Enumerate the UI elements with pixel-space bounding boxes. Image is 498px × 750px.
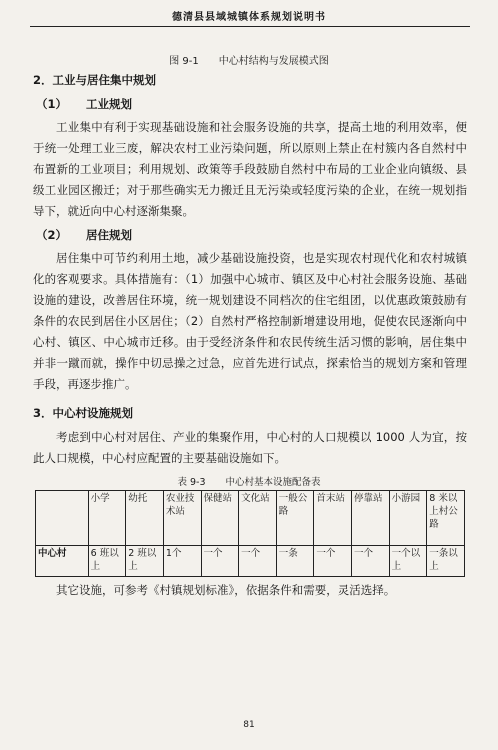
table-header-cell: 小学 [88,491,126,546]
facility-table [35,490,465,577]
table-header-cell [36,491,89,546]
running-header: 德清县县域城镇体系规划说明书 [172,12,326,23]
section-3-heading: 3．中心村设施规划 [33,406,134,420]
table-header-cell: 保健站 [201,491,239,546]
figure-title: 中心村结构与发展模式图 [218,56,329,67]
table-number: 表 9-3 [177,477,206,488]
table-cell: 一个 [239,546,277,577]
housing-paragraph: 居住集中可节约利用土地，减少基础设施投资，也是实现农村现代化和农村城镇化的客观要求。具体措施有：（1）加强中心城市、镇区及中心村社会服务设施、基础设施的建设，改善居住环境，统一规划建设不同档次的住宅组团，以优惠政策鼓励有条件的农民到居住小区居住；（2）自然村严格控制新增建设用地，促使农民逐渐向中心村、镇区、中心城市迁移。由于受经济条件和农民传统生活习惯的影响，居住集中并非一蹴而就，操作中切忌操之过急，应首先进行试点，探索恰当的规划方案和管理手段，再逐步推广。 [33,251,467,391]
subsection-title: 工业规划 [86,97,132,111]
page-number: 81 [243,720,255,730]
table-cell: 6 班以上 [88,546,126,577]
table-row [36,546,465,577]
table-cell: 一个以上 [389,546,427,577]
table-cell: 一个 [314,546,352,577]
subsection-housing-heading [36,227,132,243]
table-header-cell: 幼托 [126,491,164,546]
table-cell: 一个 [201,546,239,577]
table-header-cell: 8 米以上村公路 [427,491,465,546]
table-header-cell: 文化站 [239,491,277,546]
figure-caption [0,52,498,67]
table-cell: 一条以上 [427,546,465,577]
subsection-number: （1） [36,97,68,111]
section-2-heading: 2．工业与居住集中规划 [33,73,157,87]
table-title: 中心村基本设施配备表 [225,477,321,488]
subsection-title: 居住规划 [86,228,132,242]
table-header-cell: 一般公路 [276,491,314,546]
table-cell: 1个 [163,546,201,577]
header-rule [30,26,470,27]
table-cell: 2 班以上 [126,546,164,577]
table-header-cell: 停靠站 [352,491,390,546]
table-header-row [36,491,465,546]
table-header-cell: 小游园 [389,491,427,546]
table-caption [0,474,498,488]
table-cell: 一条 [276,546,314,577]
subsection-number: （2） [36,228,68,242]
closing-paragraph: 其它设施，可参考《村镇规划标准》，依据条件和需要，灵活选择。 [56,583,396,597]
industry-paragraph: 工业集中有利于实现基础设施和社会服务设施的共享，提高土地的利用效率，便于统一处理工业三废，解决农村工业污染问题，所以原则上禁止在村簇内各自然村中布置新的工业项目；利用规划、政策等手段鼓励自然村中布局的工业企业向镇级、县级工业园区搬迁；对于那些确实无力搬迁且无污染或轻度污染的企业，在统一规划指导下，就近向中心村逐渐集聚。 [33,120,467,218]
table-header-cell: 农业技术站 [163,491,201,546]
figure-number: 图 9-1 [169,56,199,67]
section-3-intro: 考虑到中心村对居住、产业的集聚作用，中心村的人口规模以 1000 人为宜，按此人口规模，中心村应配置的主要基础设施如下。 [33,430,467,465]
table-row-head: 中心村 [36,546,89,577]
table-header-cell: 首末站 [314,491,352,546]
subsection-industry-heading [36,96,132,112]
table-cell: 一个 [352,546,390,577]
